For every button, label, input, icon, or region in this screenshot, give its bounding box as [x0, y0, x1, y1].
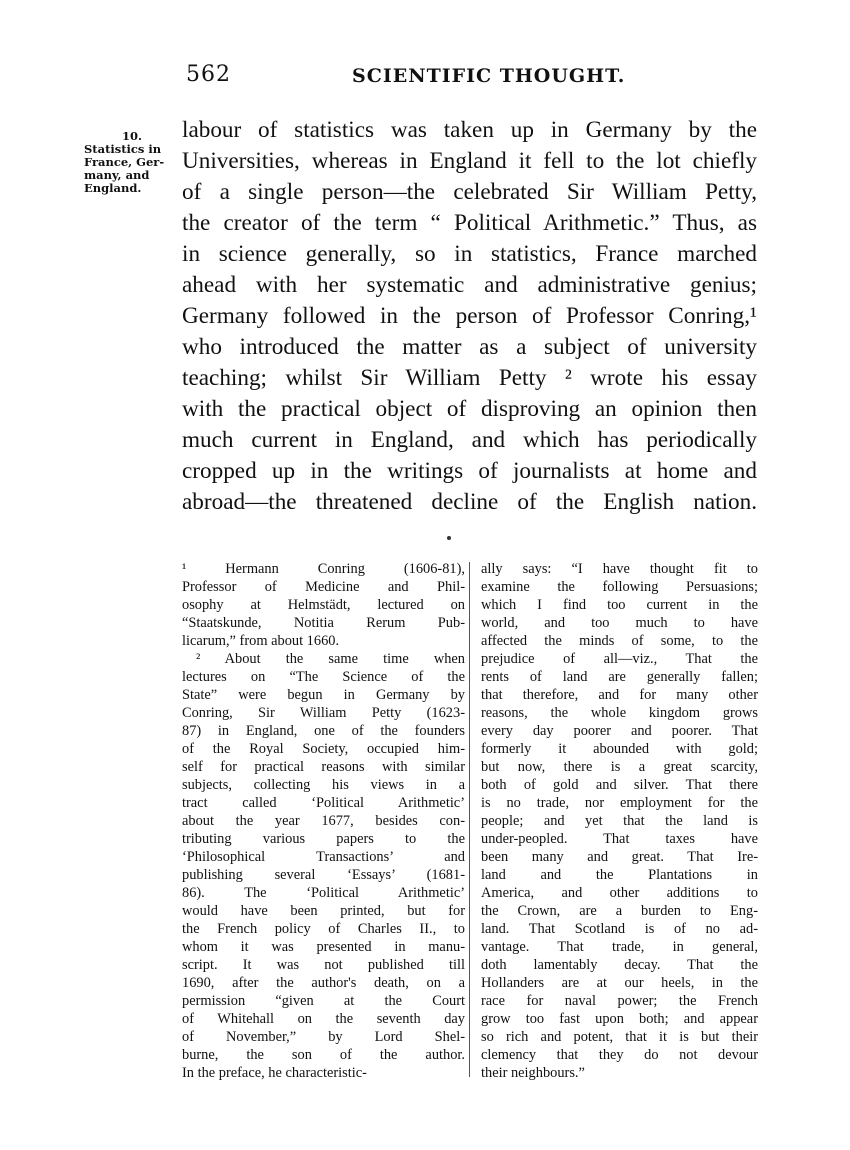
text-line: people; and yet that the land is: [481, 813, 758, 829]
text-line: so rich and potent, that it is but their: [481, 1029, 758, 1045]
separator-dot: [447, 536, 451, 540]
text-line: abroad—the threatened decline of the English nation.: [182, 489, 757, 515]
text-line: of the Royal Society, occupied him-: [182, 741, 465, 757]
text-line: Conring, Sir William Petty (1623-: [182, 705, 465, 721]
footnotes-left-column: [182, 560, 465, 1082]
text-line: of a single person—the celebrated Sir William Petty,: [182, 179, 757, 205]
marginal-note-line: France, Ger-: [84, 155, 165, 169]
text-line: is no trade, nor employment for the: [481, 795, 758, 811]
text-line: teaching; whilst Sir William Petty ² wrote his essay: [182, 365, 757, 391]
text-line: race for naval power; the French: [481, 993, 758, 1009]
text-line: ² About the same time when: [196, 651, 465, 667]
text-line: examine the following Persuasions;: [481, 579, 758, 595]
running-head: SCIENTIFIC THOUGHT.: [352, 65, 626, 87]
marginal-note-line: England.: [84, 181, 142, 195]
text-line: their neighbours.”: [481, 1065, 585, 1081]
text-line: reasons, the whole kingdom grows: [481, 705, 758, 721]
text-line: 86). The ‘Political Arithmetic’: [182, 885, 465, 901]
text-line: about the year 1677, besides con-: [182, 813, 465, 829]
text-line: licarum,” from about 1660.: [182, 633, 340, 649]
text-line: ally says: “I have thought fit to: [481, 561, 758, 577]
text-line: of November,” by Lord Shel-: [182, 1029, 465, 1045]
marginal-note-line: Statistics in: [84, 142, 162, 156]
text-line: self for practical reasons with similar: [182, 759, 465, 775]
text-line: would have been printed, but for: [182, 903, 465, 919]
text-line: both of gold and silver. That there: [481, 777, 758, 793]
text-line: of Whitehall on the seventh day: [182, 1011, 465, 1027]
footnotes-right-column: [481, 560, 758, 1082]
text-line: that therefore, and for many other: [481, 687, 758, 703]
text-line: Germany followed in the person of Professor Conring,¹: [182, 303, 757, 329]
text-line: 1690, after the author's death, on a: [182, 975, 465, 991]
text-line: land and the Plantations in: [481, 867, 758, 883]
text-line: burne, the son of the author.: [182, 1047, 465, 1063]
text-line: the French policy of Charles II., to: [182, 921, 465, 937]
text-line: publishing several ‘Essays’ (1681-: [182, 867, 465, 883]
text-line: “Staatskunde, Notitia Rerum Pub-: [182, 615, 465, 631]
text-line: under-peopled. That taxes have: [481, 831, 758, 847]
text-line: affected the minds of some, to the: [481, 633, 758, 649]
text-line: subjects, collecting his views in a: [182, 777, 465, 793]
text-line: been many and great. That Ire-: [481, 849, 758, 865]
text-line: Universities, whereas in England it fell to the lot chiefly: [182, 148, 757, 174]
column-divider: [469, 562, 470, 1077]
text-line: labour of statistics was taken up in Germany by the: [182, 117, 757, 143]
body-paragraph: [182, 115, 757, 518]
text-line: In the preface, he characteristic-: [182, 1065, 367, 1081]
marginal-note-number: 10.: [122, 129, 143, 143]
text-line: grow too fast upon both; and appear: [481, 1011, 758, 1027]
text-line: State” were begun in Germany by: [182, 687, 465, 703]
text-line: Hollanders are at our heels, in the: [481, 975, 758, 991]
text-line: in science generally, so in statistics, France marched: [182, 241, 757, 267]
text-line: world, and too much to have: [481, 615, 758, 631]
marginal-note: [84, 130, 176, 195]
text-line: whom it was presented in manu-: [182, 939, 465, 955]
text-line: ahead with her systematic and administrative genius;: [182, 272, 757, 298]
text-line: cropped up in the writings of journalists at home and: [182, 458, 757, 484]
text-line: osophy at Helmstädt, lectured on: [182, 597, 465, 613]
text-line: much current in England, and which has periodically: [182, 427, 757, 453]
text-line: every day poorer and poorer. That: [481, 723, 758, 739]
text-line: ‘Philosophical Transactions’ and: [182, 849, 465, 865]
text-line: rents of land are generally fallen;: [481, 669, 758, 685]
text-line: tributing various papers to the: [182, 831, 465, 847]
marginal-note-line: many, and: [84, 168, 150, 182]
text-line: which I find too current in the: [481, 597, 758, 613]
text-line: tract called ‘Political Arithmetic’: [182, 795, 465, 811]
text-line: lectures on “The Science of the: [182, 669, 465, 685]
text-line: formerly it abounded with gold;: [481, 741, 758, 757]
text-line: who introduced the matter as a subject of university: [182, 334, 757, 360]
text-line: ¹ Hermann Conring (1606-81),: [182, 561, 465, 577]
text-line: vantage. That trade, in general,: [481, 939, 758, 955]
text-line: with the practical object of disproving an opinion then: [182, 396, 757, 422]
text-line: permission “given at the Court: [182, 993, 465, 1009]
text-line: land. That Scotland is of no ad-: [481, 921, 758, 937]
page-number: 562: [186, 62, 231, 87]
text-line: the Crown, are a burden to Eng-: [481, 903, 758, 919]
text-line: Professor of Medicine and Phil-: [182, 579, 465, 595]
text-line: America, and other additions to: [481, 885, 758, 901]
text-line: clemency that they do not devour: [481, 1047, 758, 1063]
text-line: script. It was not published till: [182, 957, 465, 973]
text-line: 87) in England, one of the founders: [182, 723, 465, 739]
text-line: the creator of the term “ Political Arithmetic.” Thus, as: [182, 210, 757, 236]
text-line: but now, there is a great scarcity,: [481, 759, 758, 775]
text-line: prejudice of all—viz., That the: [481, 651, 758, 667]
text-line: doth lamentably decay. That the: [481, 957, 758, 973]
